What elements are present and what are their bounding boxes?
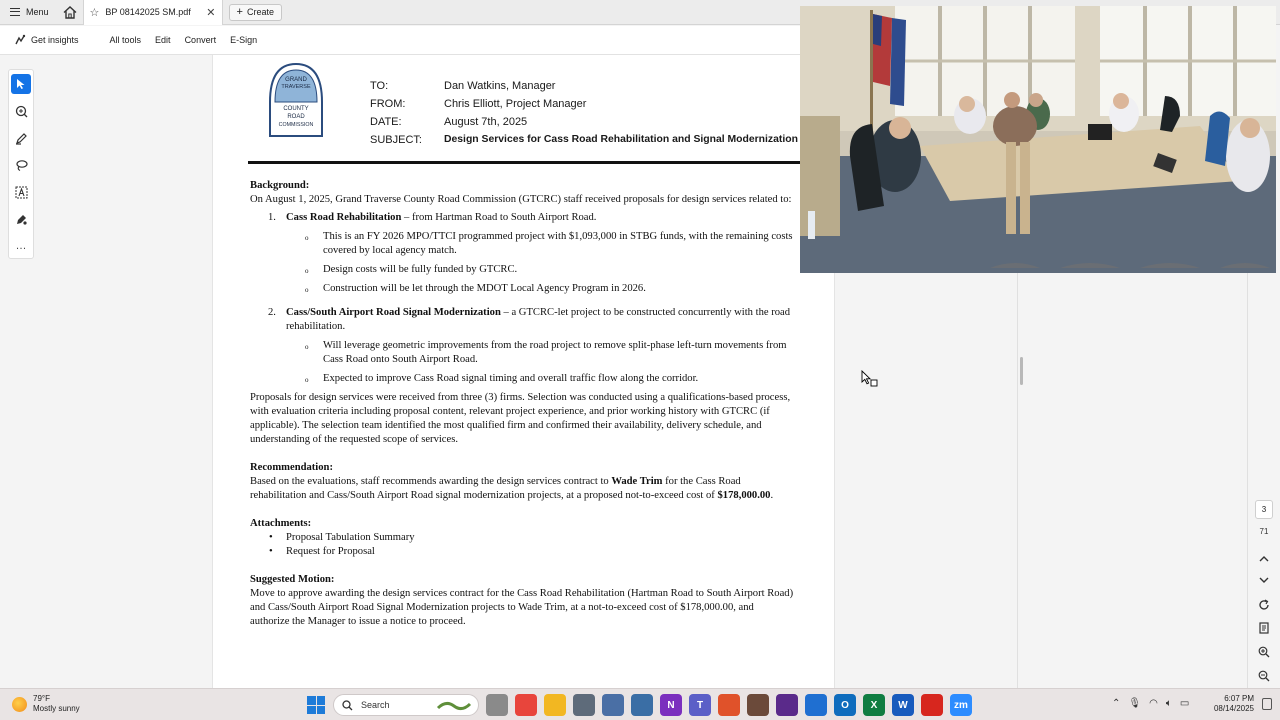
- app-purple-icon[interactable]: [776, 694, 798, 716]
- sub-marker: o: [305, 234, 309, 242]
- esign-menu[interactable]: E-Sign: [230, 35, 258, 45]
- taskbar-apps: [486, 694, 972, 716]
- sub-item: [250, 282, 795, 296]
- notification-icon[interactable]: [1262, 698, 1272, 710]
- weather-widget[interactable]: [12, 694, 80, 714]
- search-icon: [342, 700, 353, 711]
- resize-handle[interactable]: [1020, 357, 1023, 385]
- attachment-item: [250, 545, 795, 559]
- svg-text:ROAD: ROAD: [287, 114, 305, 120]
- background-heading: Background:: [250, 180, 310, 191]
- create-label: Create: [246, 7, 274, 17]
- bullet: •: [269, 546, 273, 557]
- snip-icon[interactable]: [602, 694, 624, 716]
- sub-item-text: Design costs will be fully funded by GTCRC.: [323, 264, 518, 275]
- taskbar-search[interactable]: [333, 694, 479, 716]
- date-label: DATE:: [370, 116, 402, 128]
- more-icon[interactable]: [11, 236, 31, 256]
- wifi-icon[interactable]: ◠: [1149, 698, 1158, 709]
- edit-menu[interactable]: Edit: [155, 35, 171, 45]
- panel-divider: [1247, 273, 1248, 688]
- weather-sun-icon: [12, 697, 27, 712]
- sub-marker: o: [305, 286, 309, 294]
- sub-item-text: Expected to improve Cass Road signal timing and overall traffic flow along the corridor.: [323, 373, 699, 384]
- road-commission-logo: [268, 62, 324, 138]
- motion-heading: Suggested Motion:: [250, 574, 335, 585]
- start-button[interactable]: [307, 696, 325, 714]
- onenote-icon[interactable]: N: [660, 694, 682, 716]
- background-text: On August 1, 2025, Grand Traverse County Road Commission (GTCRC) staff received proposals for design services related to:: [250, 194, 792, 205]
- memo-body: [250, 179, 795, 629]
- windows-taskbar: [0, 688, 1280, 720]
- tool-rail: [8, 69, 34, 259]
- svg-text:COMMISSION: COMMISSION: [278, 122, 314, 128]
- rec-part: for the Cass Road rehabilitation and Cass/South Airport Road signal modernization projects, at a proposed not-to-exceed cost of: [250, 476, 741, 501]
- create-button[interactable]: [229, 4, 282, 21]
- page-total: 71: [1259, 527, 1269, 536]
- word-icon[interactable]: W: [892, 694, 914, 716]
- attachments-heading: Attachments:: [250, 518, 312, 529]
- more-label: …: [15, 240, 27, 252]
- memo-from-row: [370, 95, 798, 113]
- motion-text: Move to approve awarding the design services contract for the Cass Road Rehabilitation (Hartman Road to South Airport Road) and Cass/South Airport Road Signal Modernization projects to Wade Trim, at a not-to-exceed cost of $178,000.00, and authorize the Manager to issue a notice to proceed.: [250, 588, 794, 627]
- proposals-text: Proposals for design services were received from three (3) firms. Selection was conducted using a qualifications-based process, with evaluation criteria including proposal content, relevant project experience, and prior working history with GTCRC (if applicable). The selection team identified the most qualified firm and confirmed their availability, delivery schedule, and understanding of the requested scope of services.: [250, 392, 791, 445]
- convert-menu[interactable]: Convert: [184, 35, 217, 45]
- memo-to-row: [370, 77, 798, 95]
- document-tab[interactable]: [83, 0, 223, 25]
- zoom-out-icon[interactable]: [1256, 668, 1272, 684]
- tray-chevron-icon[interactable]: ⌃: [1112, 698, 1121, 709]
- memo-subject-row: [370, 131, 798, 149]
- item-title: Cass/South Airport Road Signal Modernization: [286, 307, 501, 318]
- recommendation-heading: Recommendation:: [250, 462, 333, 473]
- app-blue-icon[interactable]: [805, 694, 827, 716]
- teams-icon[interactable]: T: [689, 694, 711, 716]
- battery-icon[interactable]: ▭: [1179, 698, 1190, 709]
- memo-date-row: [370, 113, 798, 131]
- rec-firm: Wade Trim: [611, 476, 663, 487]
- item-text: – from Hartman Road to South Airport Road.: [401, 212, 597, 223]
- recommendation-text: [250, 475, 795, 503]
- all-tools-menu[interactable]: All tools: [109, 35, 142, 45]
- list-item: [250, 306, 795, 334]
- insights-icon: [14, 34, 26, 46]
- app-orange-icon[interactable]: [718, 694, 740, 716]
- microphone-icon[interactable]: 🎙︎: [1128, 698, 1142, 709]
- svg-text:COUNTY: COUNTY: [283, 106, 309, 112]
- main-toolbar: [0, 26, 800, 55]
- page-number-input[interactable]: 3: [1255, 500, 1273, 519]
- sub-item: [250, 230, 795, 258]
- home-icon[interactable]: [57, 0, 83, 25]
- files-icon[interactable]: [486, 694, 508, 716]
- viewer-empty-area: [836, 273, 1280, 688]
- next-page-icon[interactable]: [1256, 572, 1272, 588]
- meeting-room-scene: [800, 6, 1276, 273]
- to-value: Dan Watkins, Manager: [444, 80, 556, 92]
- sub-item: [250, 372, 795, 386]
- clock-time: 6:07 PM: [1224, 694, 1254, 703]
- rec-amount: $178,000.00: [717, 490, 771, 501]
- stamp-icon[interactable]: [11, 209, 31, 229]
- folder-icon[interactable]: [544, 694, 566, 716]
- meeting-video-feed[interactable]: [800, 6, 1276, 273]
- mouse-cursor-icon: [861, 370, 879, 388]
- taskbar-clock[interactable]: [1204, 694, 1254, 714]
- page-view-icon[interactable]: [1256, 620, 1272, 636]
- search-highlight-icon: [436, 698, 472, 712]
- from-label: FROM:: [370, 98, 406, 110]
- sub-marker: o: [305, 376, 309, 384]
- rec-part: .: [770, 490, 774, 501]
- text-recognize-icon[interactable]: [11, 182, 31, 202]
- svg-text:GRAND: GRAND: [285, 77, 307, 83]
- volume-icon[interactable]: 🔈︎: [1165, 698, 1172, 709]
- sub-item-text: Will leverage geometric improvements from the road project to remove split-phase left-turn movements from Cass Road onto South Airport Road.: [323, 340, 787, 365]
- rotate-icon[interactable]: [1256, 597, 1272, 613]
- list-item: [250, 211, 795, 225]
- lasso-icon[interactable]: [11, 155, 31, 175]
- sub-item-text: Construction will be let through the MDOT Local Agency Program in 2026.: [323, 283, 646, 294]
- menu-button[interactable]: [0, 0, 57, 25]
- sub-marker: o: [305, 267, 309, 275]
- tab-title: BP 08142025 SM.pdf: [105, 7, 191, 17]
- item-number: 2.: [268, 307, 276, 318]
- sub-marker: o: [305, 343, 309, 351]
- item-text: – a GTCRC-let project to be constructed concurrently with the road rehabilitation.: [286, 307, 791, 332]
- highlight-icon[interactable]: [11, 128, 31, 148]
- excel-icon[interactable]: X: [863, 694, 885, 716]
- sub-item: [250, 339, 795, 367]
- date-value: August 7th, 2025: [444, 116, 528, 128]
- insights-label: Get insights: [31, 35, 79, 45]
- hamburger-icon: [10, 8, 20, 16]
- weather-temp: 79°F: [33, 694, 50, 703]
- select-icon[interactable]: [11, 74, 31, 94]
- zoom-icon[interactable]: zm: [950, 694, 972, 716]
- item-title: Cass Road Rehabilitation: [286, 212, 402, 223]
- from-value: Chris Elliott, Project Manager: [444, 98, 587, 110]
- document-page: [212, 55, 835, 688]
- previous-page-icon[interactable]: [1256, 550, 1272, 566]
- star-icon[interactable]: ☆: [89, 6, 100, 19]
- comment-icon[interactable]: [11, 101, 31, 121]
- calculator-icon[interactable]: [631, 694, 653, 716]
- zoom-in-icon[interactable]: [1256, 644, 1272, 660]
- memo-header: [370, 77, 798, 149]
- attachment-text: Proposal Tabulation Summary: [286, 532, 415, 543]
- settings-icon[interactable]: [573, 694, 595, 716]
- weather-condition: Mostly sunny: [33, 704, 80, 713]
- app-doc-icon[interactable]: [747, 694, 769, 716]
- system-tray: [1112, 698, 1189, 709]
- panel-divider: [1017, 273, 1018, 688]
- to-label: TO:: [370, 80, 389, 92]
- chrome-icon[interactable]: [515, 694, 537, 716]
- plus-icon: +: [236, 6, 243, 18]
- acrobat-icon[interactable]: [921, 694, 943, 716]
- subject-label: SUBJECT:: [370, 134, 422, 146]
- sub-item-text: This is an FY 2026 MPO/TTCI programmed project with $1,093,000 in STBG funds, with the remaining costs covered by local agency match.: [323, 231, 793, 256]
- menu-label: Menu: [26, 7, 49, 17]
- item-number: 1.: [268, 212, 276, 223]
- sub-item: [250, 263, 795, 277]
- clock-date: 08/14/2025: [1213, 704, 1254, 713]
- svg-text:TRAVERSE: TRAVERSE: [281, 84, 311, 90]
- rec-part: Based on the evaluations, staff recommends awarding the design services contract to: [250, 476, 612, 487]
- search-placeholder: Search: [361, 700, 390, 710]
- subject-value: Design Services for Cass Road Rehabilitation and Signal Modernization: [444, 134, 798, 145]
- get-insights-button[interactable]: [14, 34, 79, 46]
- bullet: •: [269, 532, 273, 543]
- header-rule: [248, 161, 836, 164]
- close-tab-icon[interactable]: ✕: [206, 6, 216, 19]
- attachment-item: [250, 531, 795, 545]
- outlook-icon[interactable]: O: [834, 694, 856, 716]
- attachment-text: Request for Proposal: [286, 546, 375, 557]
